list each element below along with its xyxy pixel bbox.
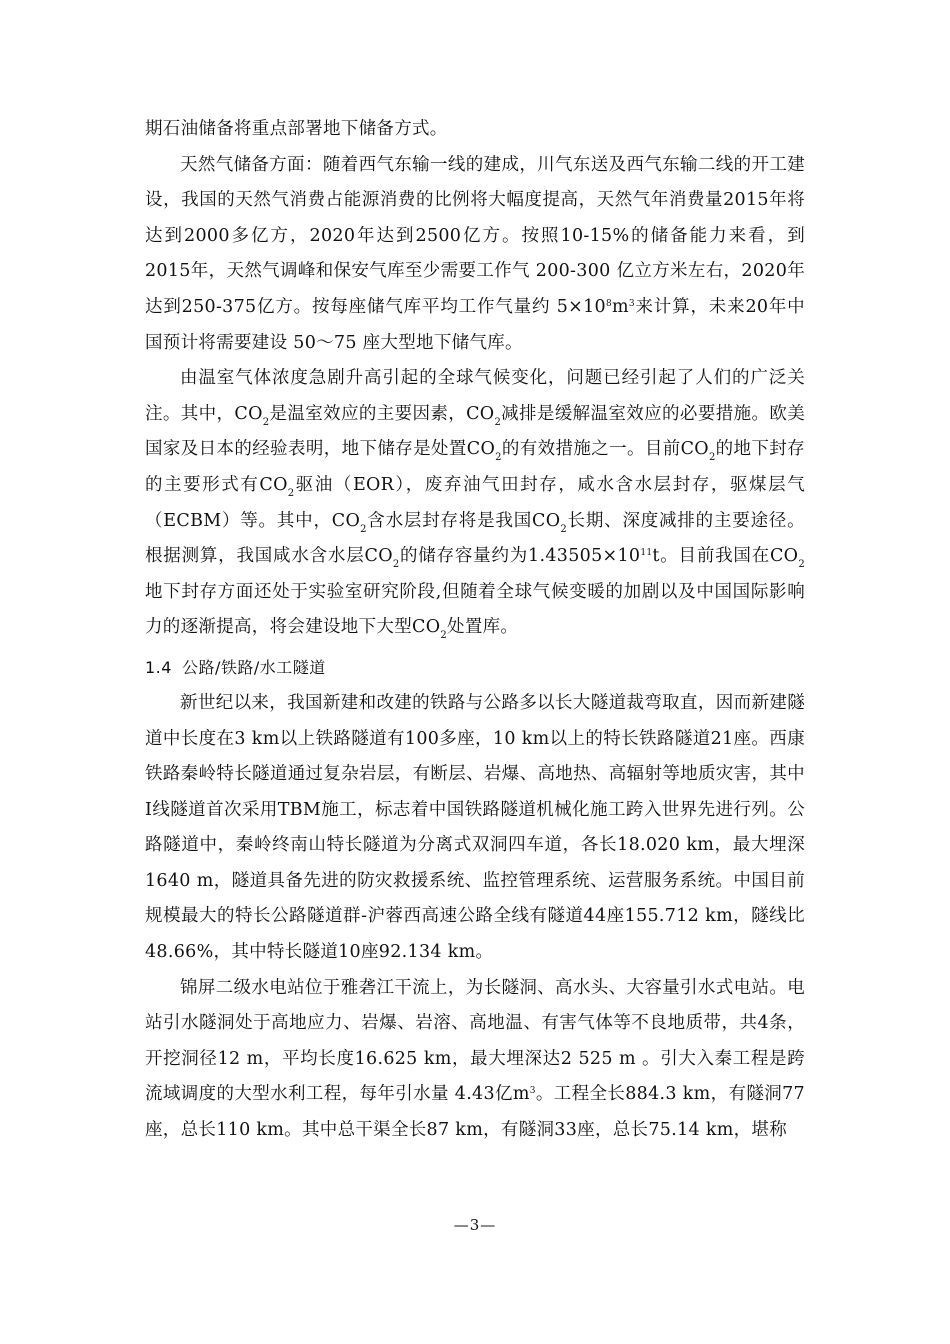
text-run: 长期、深度减排的主要途径。根据测算，我国咸水含水层CO <box>145 510 805 567</box>
section-heading <box>145 652 805 684</box>
paragraph-co2-storage <box>145 361 805 646</box>
document-body <box>145 112 805 1149</box>
text-run: 地下封存方面还处于实验室研究阶段,但随着全球气候变暖的加剧以及中国国际影响力的逐渐提高，将会建设地下大型CO <box>145 581 805 638</box>
text-run: 的有效措施之一。目前CO <box>501 439 709 460</box>
text-run: 。工程全长884.3 km，有隧洞77座，总长110 km。其中总干渠全长87 km，有隧洞33座，总长75.14 km，堪称 <box>145 1084 805 1141</box>
text-run: 来计算，未来20年中国预计将需要建设 50～75 座大型地下储气库。 <box>145 296 805 353</box>
subscript: 2 <box>798 559 806 571</box>
text-run: m <box>612 296 629 317</box>
text-run: 含水层封存将是我国CO <box>366 510 561 531</box>
subscript: 2 <box>392 559 400 571</box>
subscript: 2 <box>262 416 270 428</box>
subscript: 2 <box>440 630 448 642</box>
superscript: 8 <box>605 298 612 309</box>
paragraph-tunnels: 新世纪以来，我国新建和改建的铁路与公路多以长大隧道裁弯取直，因而新建隧道中长度在3 km以上铁路隧道有100多座，10 km以上的特长铁路隧道21座。西康铁路秦岭特长隧道通过复杂岩层，有断层、岩爆、高地热、高辐射等地质灾害，其中Ⅰ线隧道首次采用TBM施工，标志着中国铁路隧道机械化施工跨入世界先进行列。公路隧道中，秦岭终南山特长隧道为分离式双洞四车道，各长18.020 km，最大埋深1640 m，隧道具备先进的防灾救援系统、监控管理系统、运营服务系统。中国目前规模最大的特长公路隧道群-沪蓉西高速公路全线有隧道44座155.712 km，隧线比48.66%，其中特长隧道10座92.134 km。 <box>145 692 805 963</box>
subscript: 2 <box>495 452 502 464</box>
superscript: 3 <box>529 1086 536 1097</box>
section-title: 公路/铁路/水工隧道 <box>181 657 326 677</box>
paragraph-natural-gas-reserve <box>145 148 805 362</box>
text-run: 是温室效应的主要因素，CO <box>269 403 495 424</box>
text-run: t。目前我国在CO <box>652 546 799 567</box>
text-run: 的地下封存的主要形式有CO <box>145 439 805 495</box>
text-run: 的储存容量约为1.43505×10 <box>399 546 641 567</box>
paragraph-hydro-tunnels <box>145 971 805 1149</box>
paragraph-oil-reserve-end: 期石油储备将重点部署地下储备方式。 <box>145 119 448 139</box>
text-run: 减排是缓解温室效应的必要措施。欧美国家及日本的经验表明，地下储存是处置CO <box>145 403 805 460</box>
superscript: 3 <box>628 298 635 309</box>
section-number: 1.4 <box>145 657 172 677</box>
subscript: 2 <box>708 452 716 464</box>
text-run: 天然气储备方面：随着西气东输一线的建成，川气东送及西气东输二线的开工建设，我国的天然气消费占能源消费的比例将大幅度提高，天然气年消费量2015年将达到2000多亿方，2020年达到2500亿方。按照10-15%的储备能力来看，到2015年，天然气调峰和保安气库至少需要工作气 200-300 亿立方米左右，2020年达到250-375亿方。按每座储气库平均工作气量约 5×10 <box>145 154 805 317</box>
subscript: 2 <box>360 523 367 535</box>
subscript: 2 <box>560 523 568 535</box>
page-number: —3— <box>453 1216 497 1234</box>
text-run: 锦屏二级水电站位于雅砻江干流上，为长隧洞、高水头、大容量引水式电站。电站引水隧洞处于高地应力、岩爆、岩溶、高地温、有害气体等不良地质带，共4条，开挖洞径12 m，平均长度16.625 km，最大埋深达2 525 m 。引大入秦工程是跨流域调度的大型水利工程，每年引水量 4.43亿m <box>145 977 805 1105</box>
subscript: 2 <box>287 487 295 499</box>
superscript: 11 <box>640 548 653 559</box>
text-run: 驱油（EOR），废弃油气田封存，咸水含水层封存，驱煤层气（ECBM）等。其中，CO <box>145 474 805 531</box>
text-run: 处置库。 <box>447 617 519 638</box>
text-run: 由温室气体浓度急剧升高引起的全球气候变化，问题已经引起了人们的广泛关注。其中，CO <box>145 368 805 424</box>
subscript: 2 <box>494 416 502 428</box>
